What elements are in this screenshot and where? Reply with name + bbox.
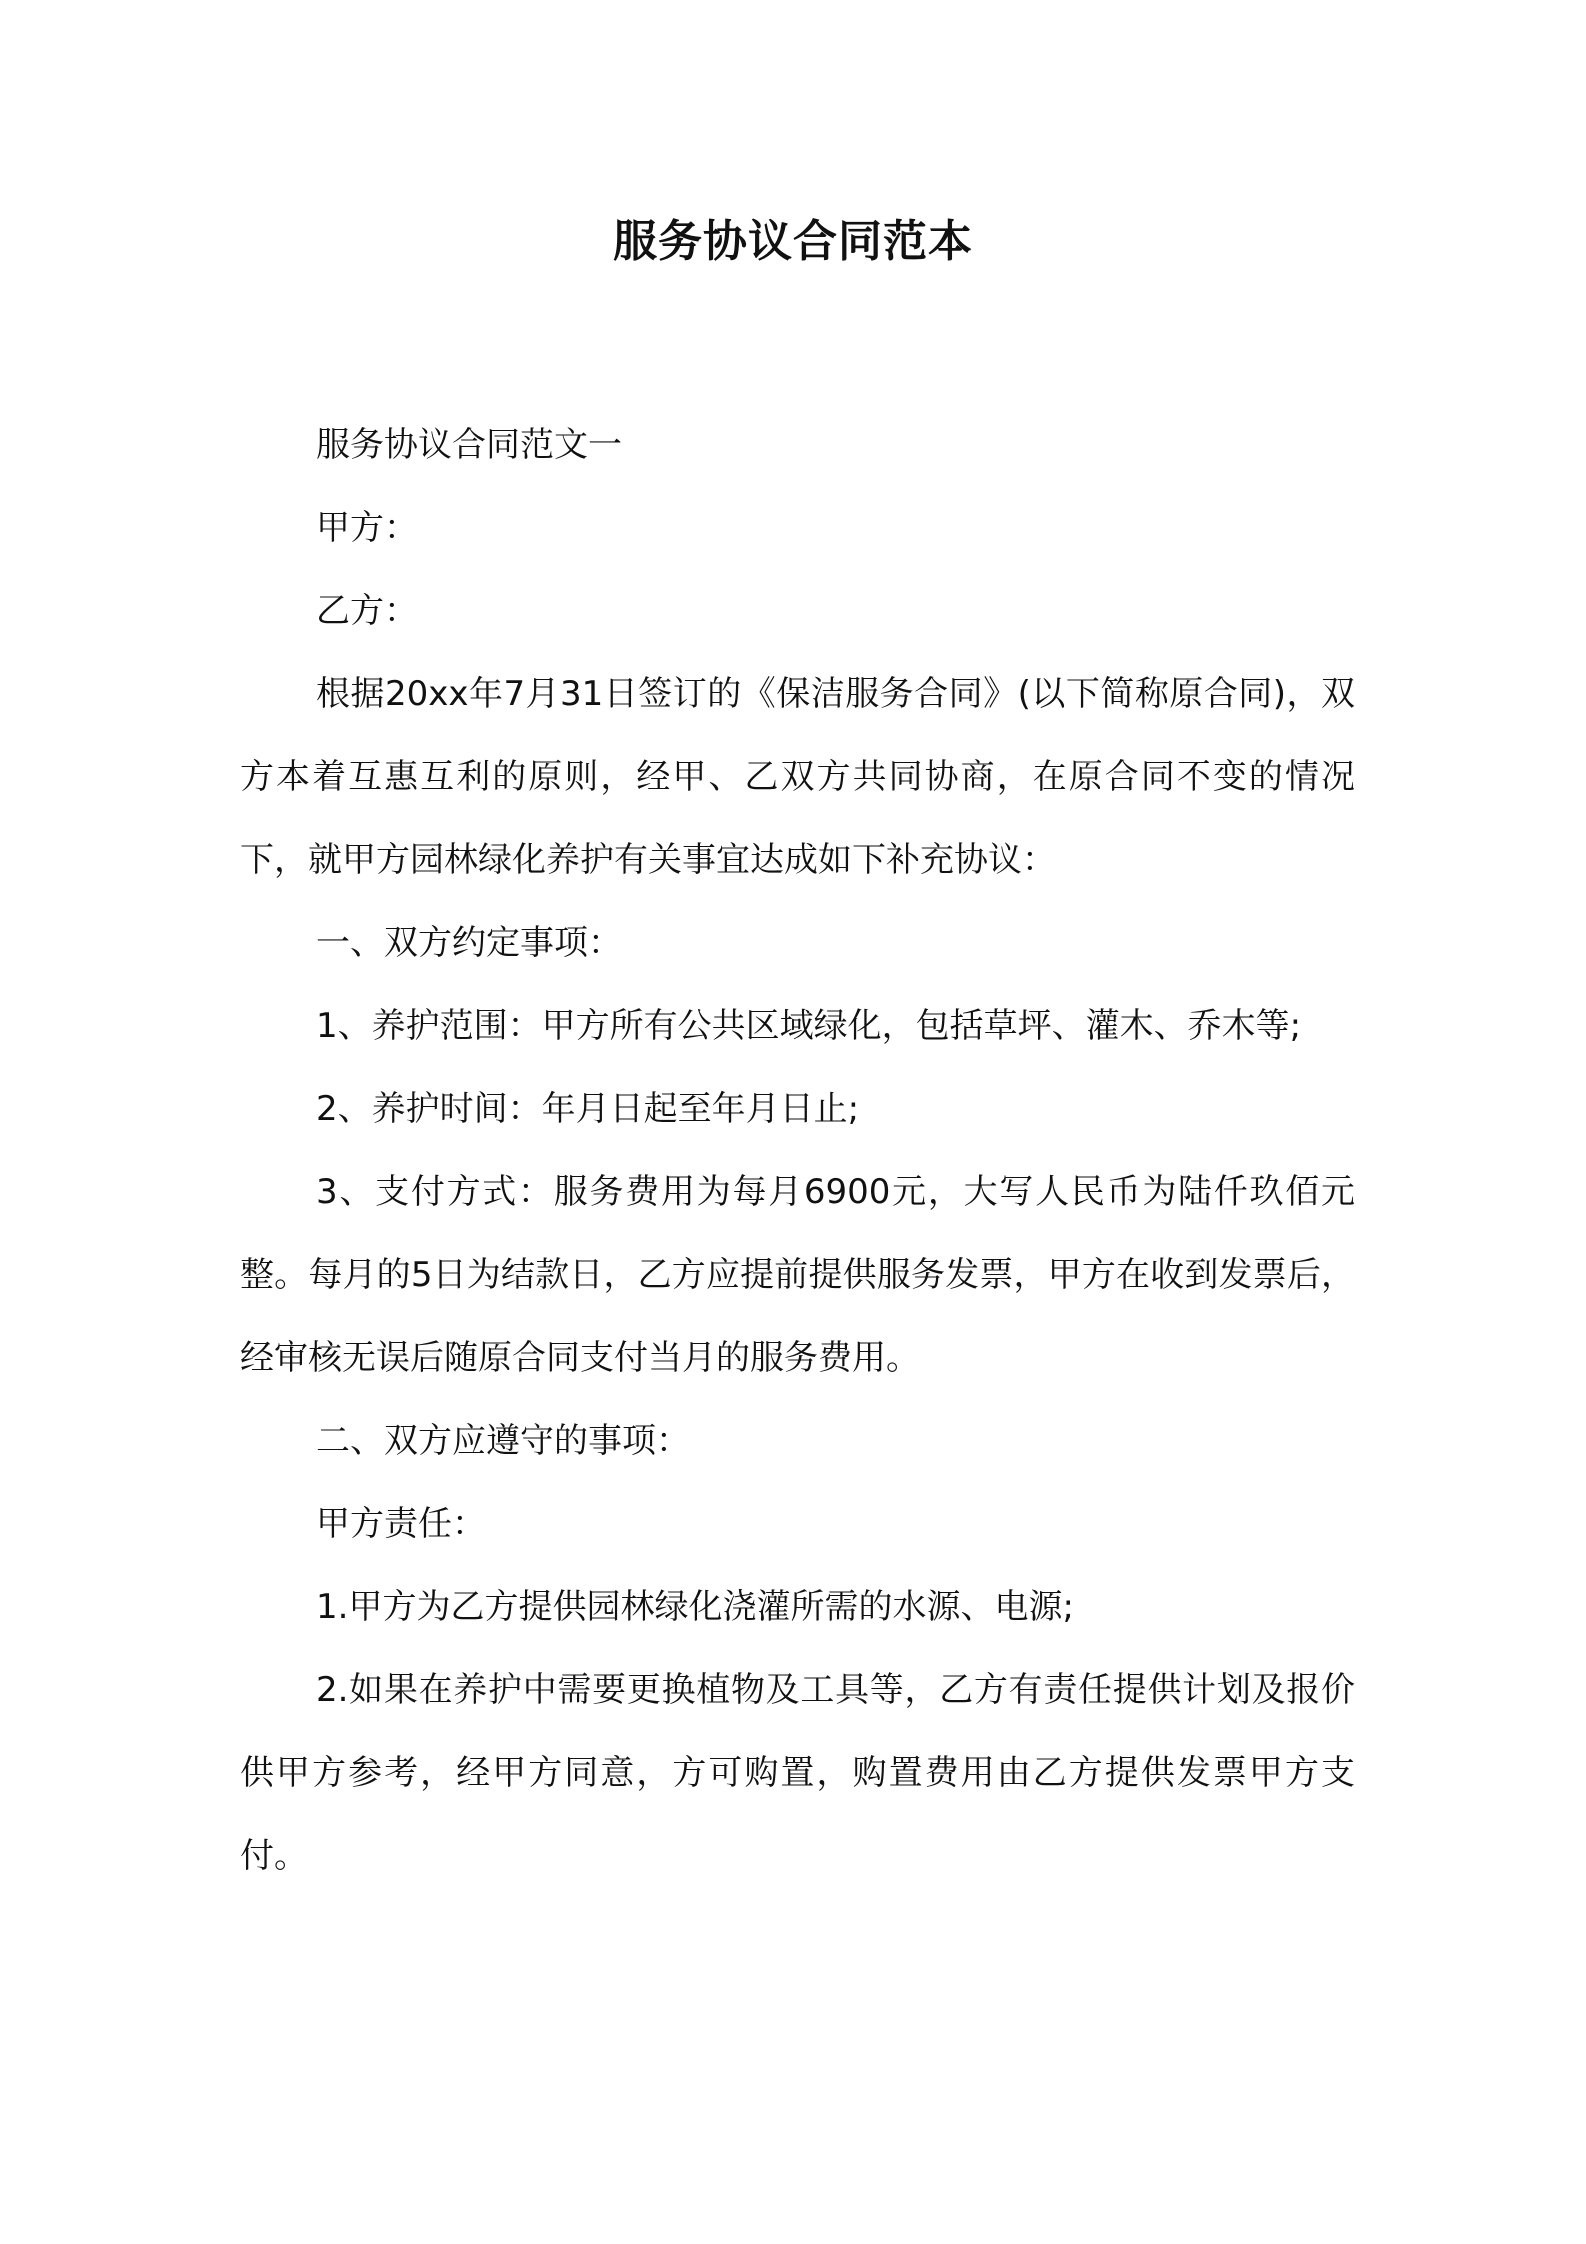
section-heading: 服务协议合同范文一 <box>316 425 622 465</box>
document-title: 服务协议合同范本 <box>613 216 973 267</box>
article-heading-2: 二、双方应遵守的事项： <box>316 1421 690 1461</box>
clause-scope: 1、养护范围：甲方所有公共区域绿化，包括草坪、灌木、乔木等; <box>316 1006 1302 1046</box>
clause-payment: 3、支付方式：服务费用为每月6900元，大写人民币为陆仟玖佰元整。每月的5日为结款日，乙方应提前提供服务发票，甲方在收到发票后，经审核无误后随原合同支付当月的服务费用。 <box>240 1172 1355 1378</box>
duty-item-1: 1.甲方为乙方提供园林绿化浇灌所需的水源、电源; <box>316 1587 1074 1627</box>
party-a-line: 甲方： <box>316 508 418 548</box>
document-body <box>240 404 1355 1898</box>
preamble-paragraph: 根据20xx年7月31日签订的《保洁服务合同》(以下简称原合同)，双方本着互惠互利的原则，经甲、乙双方共同协商，在原合同不变的情况下，就甲方园林绿化养护有关事宜达成如下补充协议： <box>240 674 1355 880</box>
party-a-duties-heading: 甲方责任： <box>316 1504 486 1544</box>
duty-item-2: 2.如果在养护中需要更换植物及工具等，乙方有责任提供计划及报价供甲方参考，经甲方同意，方可购置，购置费用由乙方提供发票甲方支付。 <box>240 1670 1355 1876</box>
party-b-line: 乙方： <box>316 591 418 631</box>
article-heading-1: 一、双方约定事项： <box>316 923 622 963</box>
clause-time: 2、养护时间：年月日起至年月日止; <box>316 1089 860 1129</box>
